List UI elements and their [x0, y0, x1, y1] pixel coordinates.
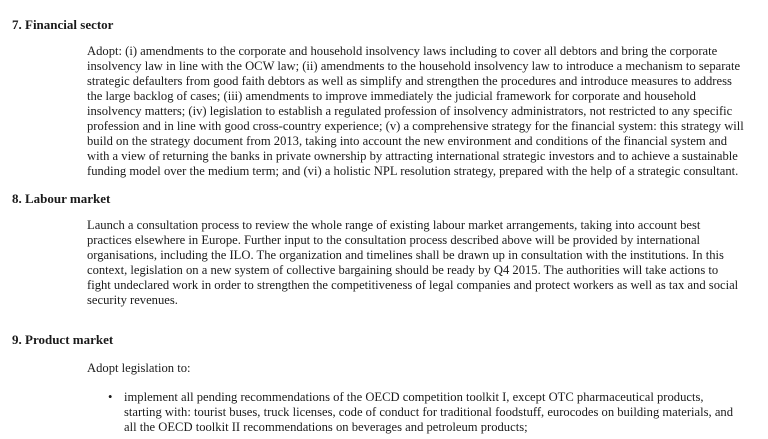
paragraph-line: with a view of returning the banks in private ownership by attracting international strategic investors and to achieve a sustainable [87, 149, 738, 163]
paragraph-line: fight undeclared work in order to strengthen the competitiveness of legal companies and protect workers as well as tax and social [87, 278, 739, 292]
section-heading-financial-sector: 7. Financial sector [12, 17, 114, 32]
section-heading-labour-market: 8. Labour market [12, 191, 111, 206]
paragraph-line: Launch a consultation process to review the whole range of existing labour market arrangements, taking into account best [87, 218, 701, 232]
paragraph-line: funding model over the medium term; and (vi) a holistic NPL resolution strategy, prepared with the help of a strategic consultant. [87, 164, 739, 178]
product-market-intro [87, 361, 191, 376]
financial-sector-paragraph [87, 44, 744, 179]
paragraph-line: Adopt: (i) amendments to the corporate and household insolvency laws including to cover all debtors and bring the corporate [87, 44, 718, 58]
paragraph-line: build on the strategy document from 2013, taking into account the new environment and conditions of the financial system and [87, 134, 728, 148]
section-heading-product-market: 9. Product market [12, 332, 114, 347]
bullet-line: all the OECD toolkit II recommendations on beverages and petroleum products; [124, 420, 528, 434]
paragraph-line: insolvency law in line with the OCW law; (ii) amendments to the household insolvency law to introduce a mechanism to separate [87, 59, 741, 73]
product-market-bullet-item [124, 390, 733, 435]
paragraph-line: profession and in line with good cross-country experience; (v) a comprehensive strategy for the financial system: this strategy will [87, 119, 744, 133]
paragraph-line: security revenues. [87, 293, 178, 307]
paragraph-line: context, legislation on a new system of collective bargaining should be ready by Q4 2015. The authorities will take actions to [87, 263, 719, 277]
paragraph-line: insolvency matters; (iv) legislation to establish a regulated profession of insolvency administrators, not restricted to any specific [87, 104, 733, 118]
paragraph-line: practices elsewhere in Europe. Further input to the consultation process described above will be provided by international [87, 233, 701, 247]
bullet-icon: • [108, 390, 113, 404]
paragraph-line: strategic defaulters from good faith debtors as well as simplify and strengthen the procedures and introduce measures to address [87, 74, 732, 88]
intro-line: Adopt legislation to: [87, 361, 191, 375]
labour-market-paragraph [87, 218, 738, 308]
paragraph-line: organisations, including the ILO. The organization and timelines shall be drawn up in consultation with the institutions. In this [87, 248, 724, 262]
bullet-line: starting with: tourist buses, truck licenses, code of conduct for traditional foodstuff, eurocodes on building materials, and [124, 405, 734, 419]
paragraph-line: the large backlog of cases; (iii) amendments to improve immediately the judicial framework for corporate and household [87, 89, 696, 103]
bullet-line: implement all pending recommendations of the OECD competition toolkit I, except OTC pharmaceutical products, [124, 390, 704, 404]
